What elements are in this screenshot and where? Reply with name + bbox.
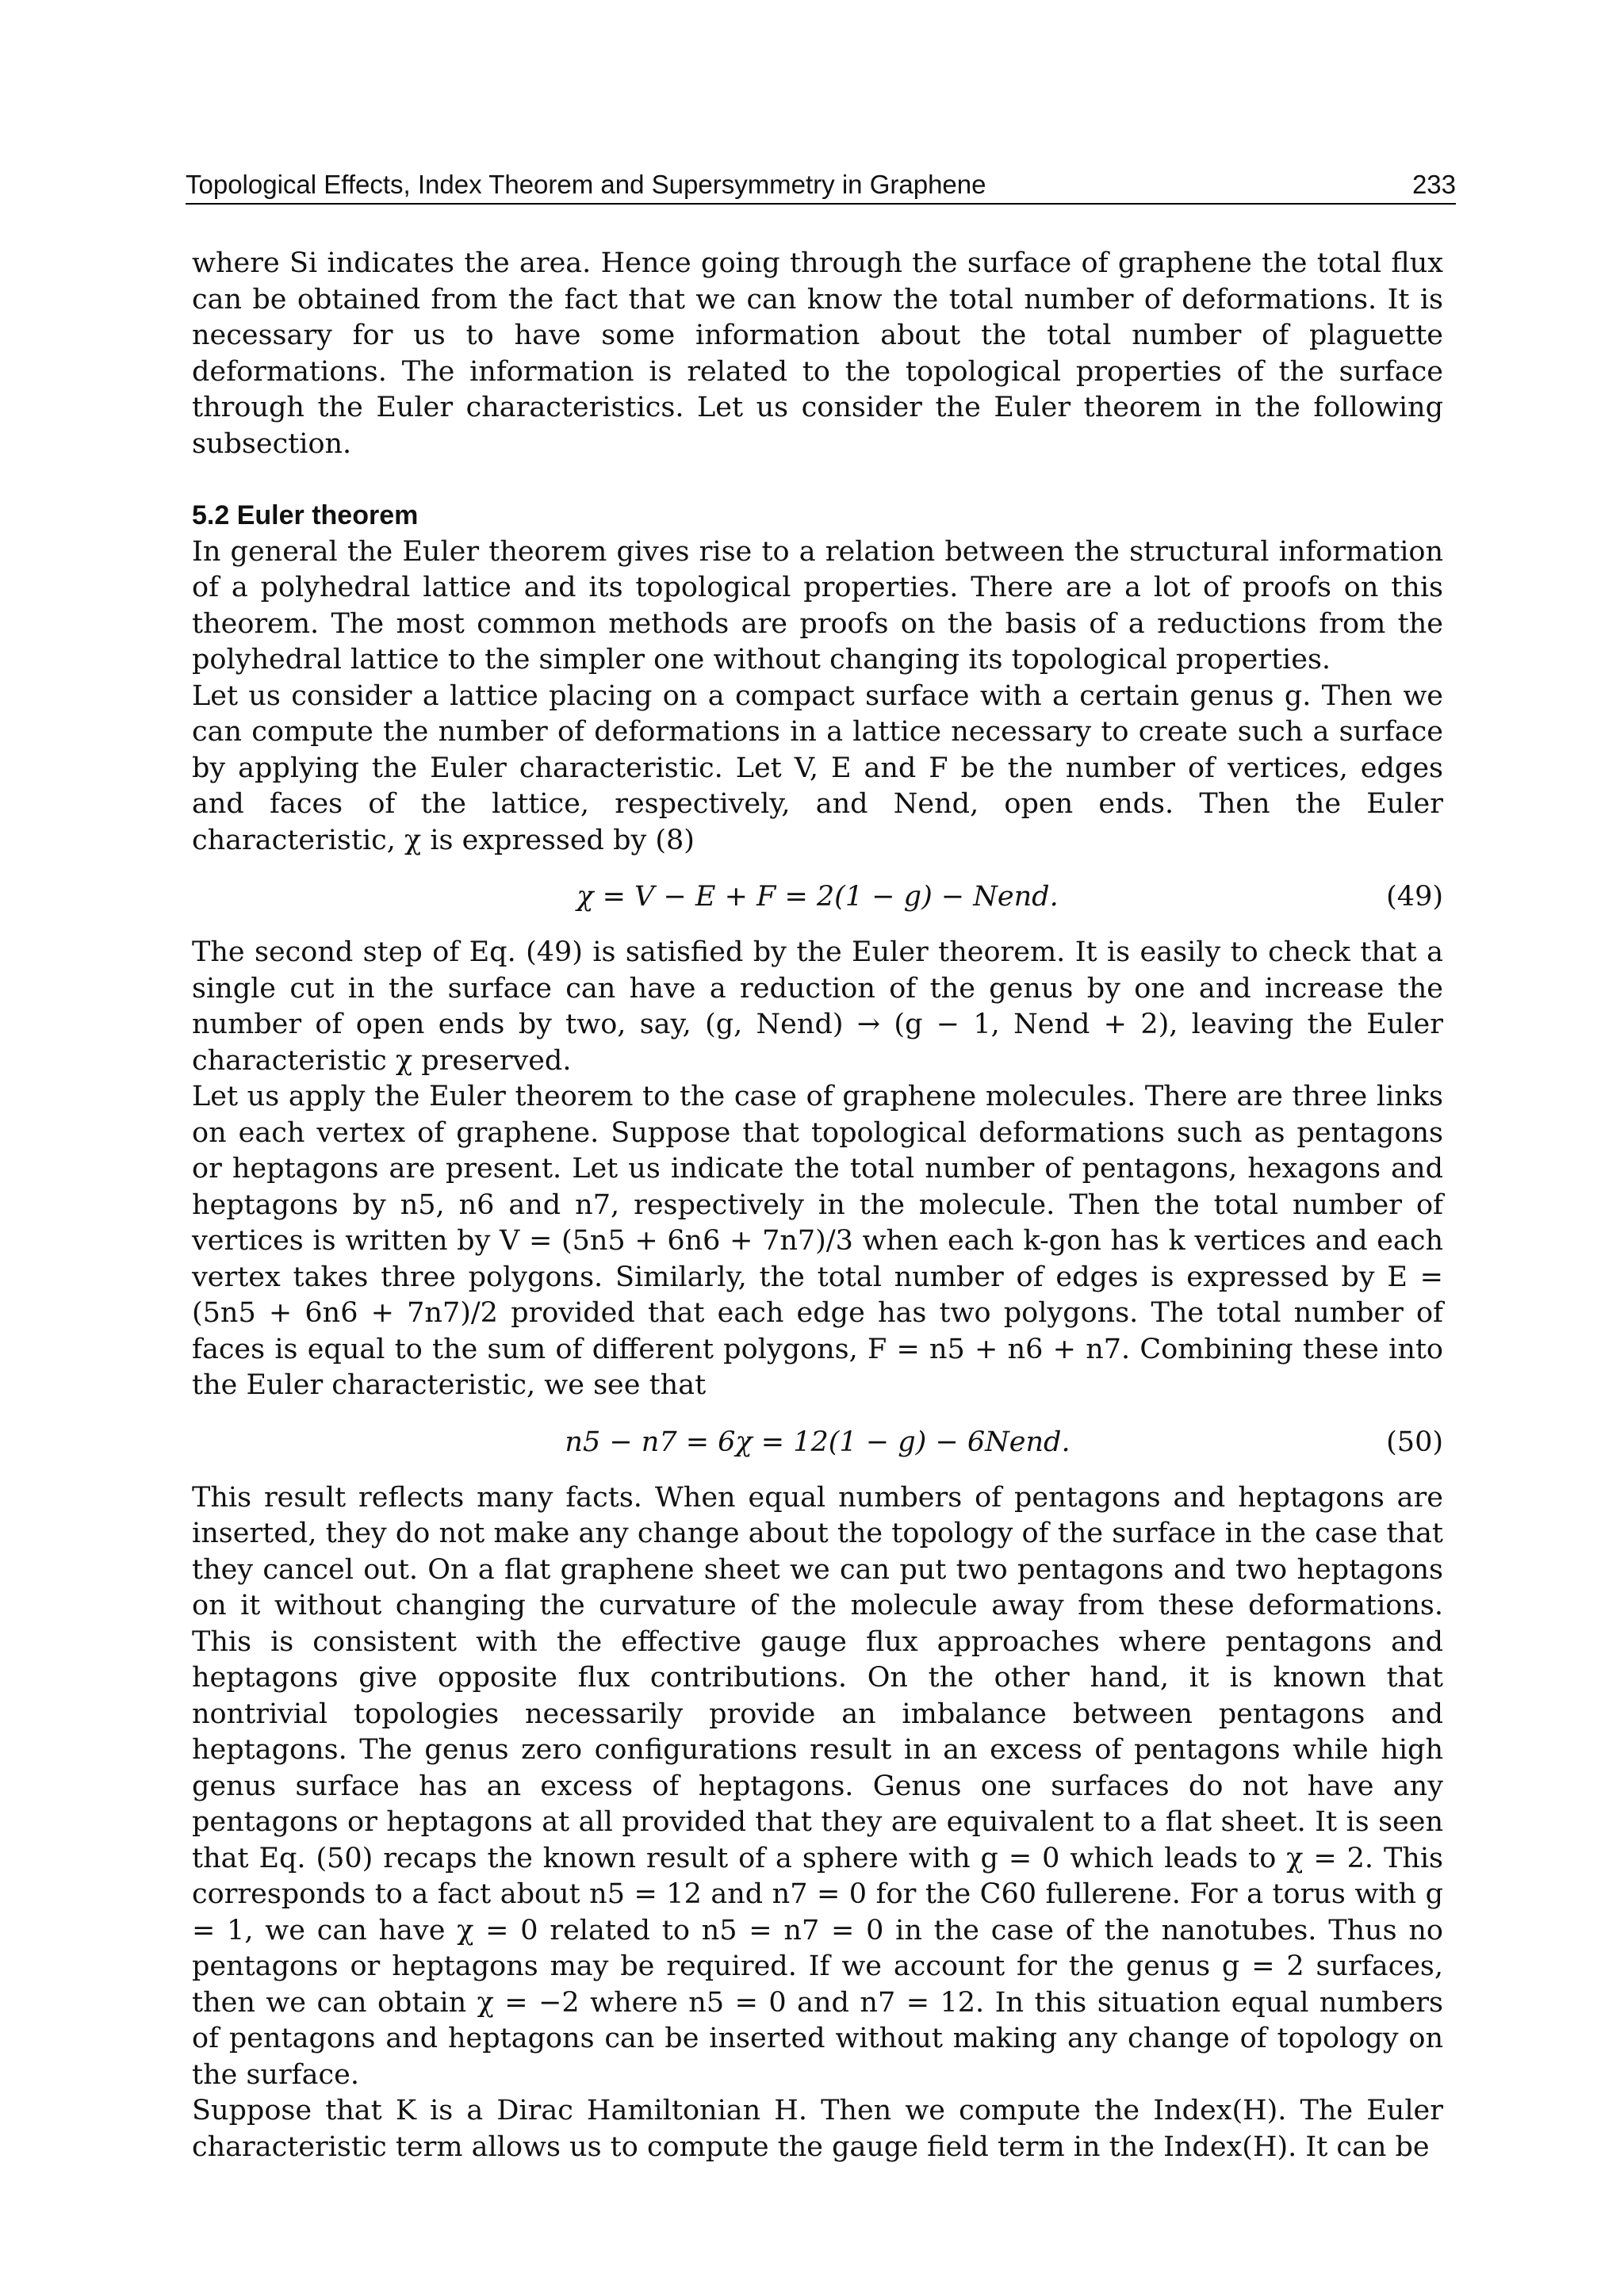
page-number: 233 <box>1411 170 1456 199</box>
body-text <box>192 246 1443 2165</box>
paragraph-intro: where Si indicates the area. Hence going through the surface of graphene the total flux can be obtained from the fact that we can know the total number of deformations. It is necessary for us to have some information about the total number of plaguette deformations. The information is related to the topological properties of the surface through the Euler characteristics. Let us consider the Euler theorem in the following subsection. <box>192 247 1443 460</box>
paragraph-graphene-molecules: Let us apply the Euler theorem to the case of graphene molecules. There are three links on each vertex of graphene. Suppose that topological deformations such as pentagons or heptagons are present. Let us indicate the total number of pentagons, hexagons and heptagons by n5, n6 and n7, respectively in the molecule. Then the total number of vertices is written by V = (5n5 + 6n6 + 7n7)/3 when each k-gon has k vertices and each vertex takes three polygons. Similarly, the total number of edges is expressed by E = (5n5 + 6n6 + 7n7)/2 provided that each edge has two polygons. The total number of faces is equal to the sum of different polygons, F = n5 + n6 + n7. Combining these into the Euler characteristic, we see that <box>192 1081 1443 1401</box>
equation-50-number: (50) <box>1386 1426 1443 1458</box>
equation-49-row <box>192 879 1443 916</box>
paragraph-result: This result reflects many facts. When equal numbers of pentagons and heptagons are inserted, they do not make any change about the topology of the surface in the case that they cancel out. On a flat graphene sheet we can put two pentagons and two heptagons on it without changing the curvature of the molecule away from these deformations. This is consistent with the effective gauge flux approaches where pentagons and heptagons give opposite flux contributions. On the other hand, it is known that nontrivial topologies necessarily provide an imbalance between pentagons and heptagons. The genus zero configurations result in an excess of pentagons while high genus surface has an excess of heptagons. Genus one surfaces do not have any pentagons or heptagons at all provided that they are equivalent to a flat sheet. It is seen that Eq. (50) recaps the known result of a sphere with g = 0 which leads to χ = 2. This corresponds to a fact about n5 = 12 and n7 = 0 for the C60 fullerene. For a torus with g = 1, we can have χ = 0 related to n5 = n7 = 0 in the case of the nanotubes. Thus no pentagons or heptagons may be required. If we account for the genus g = 2 surfaces, then we can obtain χ = −2 where n5 = 0 and n7 = 12. In this situation equal numbers of pentagons and heptagons can be inserted without making any change of topology on the surface. <box>192 1481 1443 2091</box>
running-head <box>186 163 1456 205</box>
running-title: Topological Effects, Index Theorem and Supersymmetry in Graphene <box>186 170 986 199</box>
section-spacer <box>192 462 1443 498</box>
paragraph-euler-general: In general the Euler theorem gives rise to a relation between the structural information of a polyhedral lattice and its topological properties. There are a lot of proofs on this theorem. The most common methods are proofs on the basis of a reductions from the polyhedral lattice to the simpler one without changing its topological properties. <box>192 535 1443 676</box>
equation-50: n5 − n7 = 6χ = 12(1 − g) − 6Nend. <box>565 1426 1071 1458</box>
equation-50-row <box>192 1425 1443 1461</box>
section-heading: 5.2 Euler theorem <box>192 500 419 530</box>
paragraph-second-step: The second step of Eq. (49) is satisfied by the Euler theorem. It is easily to check that a single cut in the surface can have a reduction of the genus by one and increase the number of open ends by two, say, (g, Nend) → (g − 1, Nend + 2), leaving the Euler characteristic χ preserved. <box>192 936 1443 1077</box>
equation-49-number: (49) <box>1386 881 1443 913</box>
paragraph-lattice: Let us consider a lattice placing on a compact surface with a certain genus g. Then we can compute the number of deformations in a lattice necessary to create such a surface by applying the Euler characteristic. Let V, E and F be the number of vertices, edges and faces of the lattice, respectively, and Nend, open ends. Then the Euler characteristic, χ is expressed by (8) <box>192 679 1443 856</box>
paragraph-dirac: Suppose that K is a Dirac Hamiltonian H. Then we compute the Index(H). The Euler characteristic term allows us to compute the gauge field term in the Index(H). It can be <box>192 2095 1443 2163</box>
equation-49: χ = V − E + F = 2(1 − g) − Nend. <box>576 881 1059 913</box>
